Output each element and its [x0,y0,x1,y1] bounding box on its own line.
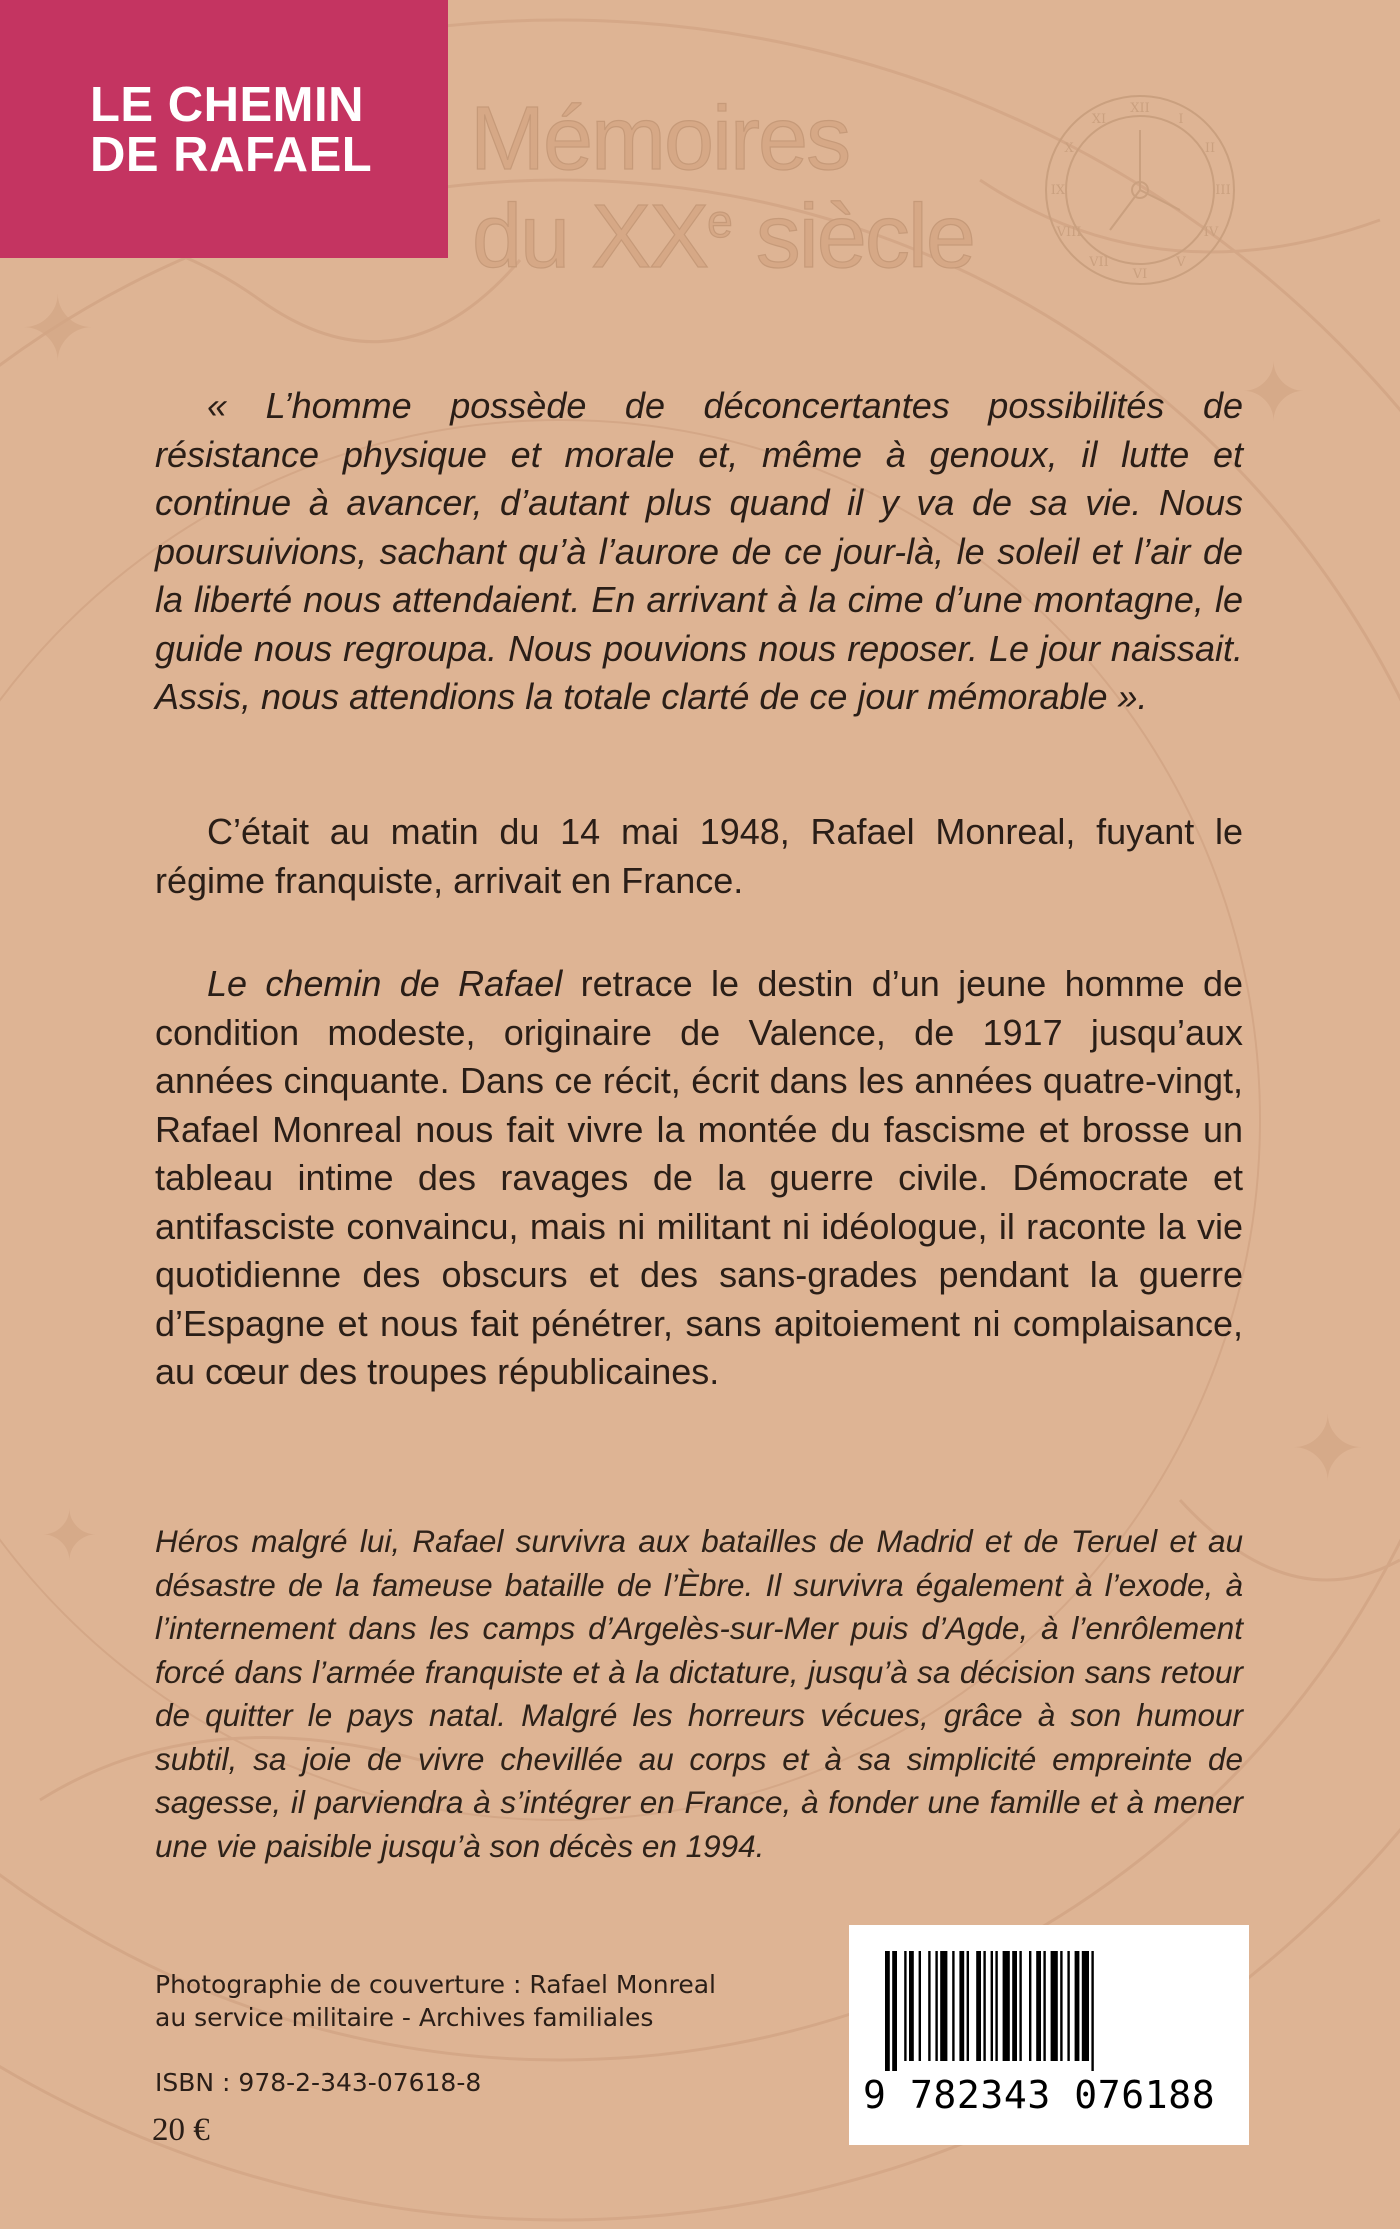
series-title [470,89,974,287]
barcode-bar [1075,1951,1080,2061]
svg-text:✦: ✦ [40,1495,99,1577]
barcode-bar [940,1951,947,2061]
isbn: ISBN : 978-2-343-07618-8 [155,2068,482,2097]
barcode-bar [928,1951,930,2061]
barcode-bar [1082,1951,1089,2061]
book-title-reference: Le chemin de Rafael [207,963,563,1004]
summary-paragraph [155,960,1243,1397]
svg-text:✦: ✦ [20,277,96,382]
barcode-bar [1051,1951,1058,2061]
photo-credit [155,1968,795,2034]
svg-text:VIII: VIII [1056,225,1082,240]
barcode-bar [885,1951,890,2071]
barcode-bar [959,1951,964,2061]
barcode-bar [919,1951,921,2061]
barcode-bar [909,1951,914,2061]
barcode-digits: 9 782343 076188 [863,2073,1216,2117]
barcode [849,1925,1249,2145]
book-title-line2: DE RAFAEL [90,128,373,182]
photo-credit-line1: Photographie de couverture : Rafael Monreal [155,1970,716,1999]
svg-text:IV: IV [1203,225,1219,240]
barcode-bar [935,1951,937,2061]
barcode-bar [1003,1951,1010,2061]
svg-text:I: I [1178,112,1184,127]
barcode-bar [952,1951,954,2061]
barcode-bar [983,1951,985,2061]
series-title-prefix: du XX [472,187,708,287]
barcode-bar [1043,1951,1045,2061]
series-title-suffix: siècle [732,187,974,287]
photo-credit-line2: au service militaire - Archives familiales [155,2003,654,2032]
barcode-bar [1091,1951,1093,2071]
series-title-line2 [470,180,974,287]
svg-text:✦: ✦ [1290,1397,1366,1502]
barcode-bar [967,1951,969,2061]
svg-text:III: III [1215,183,1231,198]
intro-paragraph: C’était au matin du 14 mai 1948, Rafael Monreal, fuyant le régime franquiste, arrivait en France. [155,811,1243,901]
svg-text:XII: XII [1130,101,1150,116]
series-title-superscript: e [707,195,733,247]
barcode-bar [1012,1951,1017,2061]
svg-text:V: V [1176,255,1186,270]
barcode-bars [885,1951,1225,2071]
svg-text:✦: ✦ [1240,346,1308,439]
barcode-bar [892,1951,897,2071]
barcode-bar [991,1951,993,2061]
barcode-bar [904,1951,906,2061]
barcode-bar [1067,1951,1069,2061]
svg-text:X: X [1064,141,1074,156]
hero-paragraph: Héros malgré lui, Rafael survivra aux batailles de Madrid et de Teruel et au désastre de la fameuse bataille de l’Èbre. Il survivra également à l’exode, à l’internement dans les camps d’Argelès-sur-Mer puis d’Agde, à l’enrôlement forcé dans l’armée franquiste et à la dictature, jusqu’à sa décision sans retour de quitter le pays natal. Malgré les horreurs vécues, grâce à son humour subtil, sa joie de vivre chevillée au corps et à sa simplicité empreinte de sagesse, il parviendra à s’intégrer en France, à fonder une famille et à mener une vie paisible jusqu’à son décès en 1994. [155,1523,1243,1864]
barcode-bar [1060,1951,1062,2061]
svg-text:II: II [1204,141,1216,156]
title-block [0,0,448,258]
barcode-bar [1036,1951,1041,2061]
svg-text:VI: VI [1132,267,1148,282]
svg-text:XI: XI [1091,112,1107,127]
svg-text:IX: IX [1050,183,1066,198]
barcode-bar [995,1951,997,2061]
barcode-bar [1029,1951,1031,2061]
clock-icon [1040,90,1240,290]
quote-paragraph: « L’homme possède de déconcertantes possibilités de résistance physique et morale et, même à genoux, il lutte et continue à avancer, d’autant plus quand il y va de sa vie. Nous poursuivions, sachant qu’à l’aurore de ce jour-là, le soleil et l’air de la liberté nous attendaient. En arrivant à la cime d’une montagne, le guide nous regroupa. Nous pouvions nous reposer. Le jour naissait. Assis, nous attendions la totale clarté de ce jour mémorable ». [155,385,1243,717]
series-title-line1: Mémoires [470,89,850,189]
price: 20 € [152,2112,210,2148]
barcode-bar [976,1951,981,2061]
book-title [90,80,372,180]
svg-text:VII: VII [1089,255,1109,270]
barcode-bar [1019,1951,1021,2061]
book-title-line1: LE CHEMIN [90,78,364,132]
summary-text: retrace le destin d’un jeune homme de condition modeste, originaire de Valence, de 1917 jusqu’aux années cinquante. Dans ce récit, écrit dans les années quatre-vingt, Rafael Monreal nous fait vivre la montée du fascisme et brosse un tableau intime des ravages de la guerre civile. Démocrate et antifasciste convaincu, mais ni militant ni idéologue, il raconte la vie quotidienne des obscurs et des sans-grades pendant la guerre d’Espagne et nous fait pénétrer, sans apitoiement ni complaisance, au cœur des troupes républicaines. [155,963,1243,1392]
